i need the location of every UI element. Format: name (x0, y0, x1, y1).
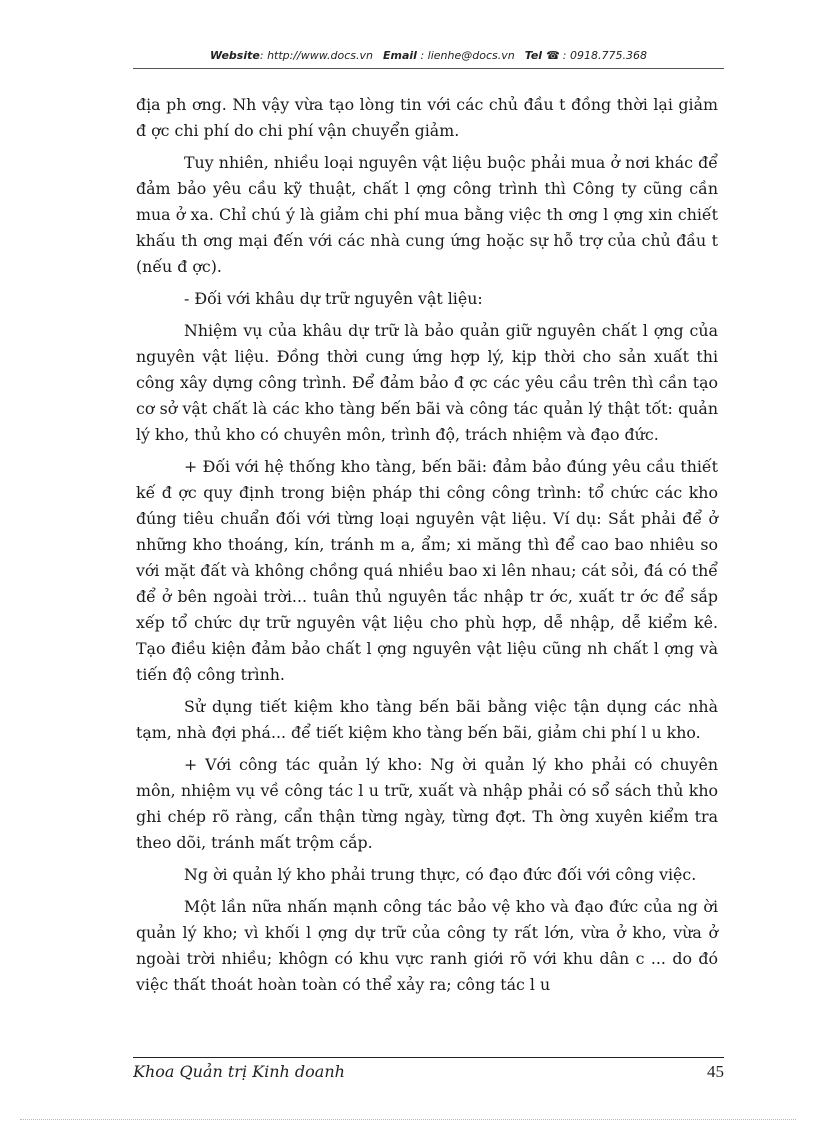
footer-divider (133, 1057, 724, 1058)
paragraph: địa ph ơng. Nh vậy vừa tạo lòng tin với các chủ đầu t đồng thời lại giảm đ ợc chi phí do chi phí vận chuyển giảm. (136, 95, 718, 140)
paragraph: Một lần nữa nhấn mạnh công tác bảo vệ kho và đạo đức của ng ời quản lý kho; vì khối l ợng dự trữ của công ty rất lớn, vừa ở kho, vừa ở ngoài trời nhiều; khôgn có khu vực ranh giới rõ với khu dân c ... do đó việc thất thoát hoàn toàn có thể xảy ra; công tác l u (136, 897, 718, 994)
phone-icon: ☎ (546, 49, 560, 62)
email-address[interactable]: lienhe@docs.vn (427, 49, 515, 62)
page-number: 45 (707, 1062, 724, 1081)
website-label: Website (210, 49, 260, 62)
tel-label: Tel (524, 49, 543, 62)
paragraph: Nhiệm vụ của khâu dự trữ là bảo quản giữ nguyên chất l ợng của nguyên vật liệu. Đồng thời cung ứng hợp lý, kịp thời cho sản xuất thi công xây dựng công trình. Để đảm bảo đ ợc các yêu cầu trên thì cần tạo cơ sở vật chất là các kho tàng bến bãi và công tác quản lý thật tốt: quản lý kho, thủ kho có chuyên môn, trình độ, trách nhiệm và đạo đức. (136, 321, 718, 444)
website-url[interactable]: http://www.docs.vn (267, 49, 374, 62)
paragraph: Sử dụng tiết kiệm kho tàng bến bãi bằng việc tận dụng các nhà tạm, nhà đợi phá... để tiết kiệm kho tàng bến bãi, giảm chi phí l u kho. (136, 697, 718, 742)
section-heading: - Đối với khâu dự trữ nguyên vật liệu: (184, 289, 483, 308)
paragraph: Ng ời quản lý kho phải trung thực, có đạo đức đối với công việc. (184, 865, 697, 884)
email-label: Email (383, 49, 417, 62)
page-bottom-border (20, 1119, 796, 1120)
document-body (136, 92, 718, 998)
page-header (133, 46, 724, 69)
website-separator: : (259, 49, 268, 62)
email-separator: : (416, 49, 428, 62)
paragraph: Tuy nhiên, nhiều loại nguyên vật liệu buộc phải mua ở nơi khác để đảm bảo yêu cầu kỹ thuật, chất l ợng công trình thì Công ty cũng cần mua ở xa. Chỉ chú ý là giảm chi phí mua bằng việc th ơng l ợng xin chiết khấu th ơng mại đến với các nhà cung ứng hoặc sự hỗ trợ của chủ đầu t (nếu đ ợc). (136, 153, 718, 276)
page-footer (133, 1060, 724, 1082)
paragraph: + Đối với hệ thống kho tàng, bến bãi: đảm bảo đúng yêu cầu thiết kế đ ợc quy định trong biện pháp thi công công trình: tổ chức các kho đúng tiêu chuẩn đối với từng loại nguyên vật liệu. Ví dụ: Sắt phải để ở những kho thoáng, kín, tránh m a, ẩm; xi măng thì để cao bao nhiêu so với mặt đất và không chồng quá nhiều bao xi lên nhau; cát sỏi, đá có thể để ở bên ngoài trời... tuân thủ nguyên tắc nhập tr ớc, xuất tr ớc để sắp xếp tổ chức dự trữ nguyên vật liệu cho phù hợp, dễ nhập, dễ kiểm kê. Tạo điều kiện đảm bảo chất l ợng nguyên vật liệu cũng nh chất l ợng và tiến độ công trình. (136, 457, 718, 684)
department-name: Khoa Quản trị Kinh doanh (133, 1062, 345, 1081)
phone-number: : 0918.775.368 (562, 49, 647, 62)
paragraph: + Với công tác quản lý kho: Ng ời quản lý kho phải có chuyên môn, nhiệm vụ về công tác l u trữ, xuất và nhập phải có sổ sách thủ kho ghi chép rõ ràng, cẩn thận từng ngày, từng đợt. Th ờng xuyên kiểm tra theo dõi, tránh mất trộm cắp. (136, 755, 718, 852)
